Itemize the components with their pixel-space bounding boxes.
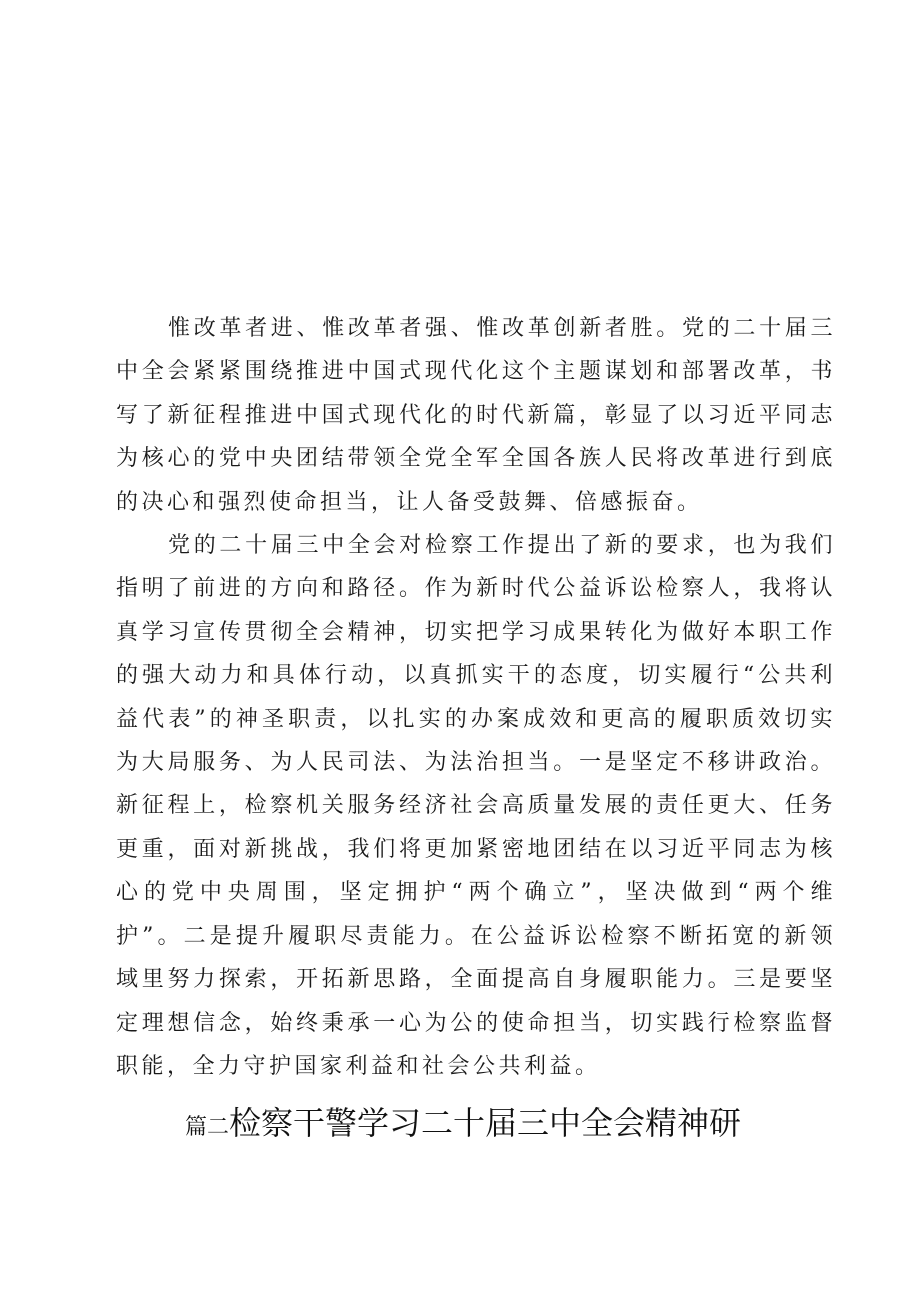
paragraph-1: 惟改革者进、惟改革者强、惟改革创新者胜。党的二十届三中全会紧紧围绕推进中国式现代化这个主题谋划和部署改革，书写了新征程推进中国式现代化的时代新篇，彰显了以习近平同志为核心的党中央团结带领全党全军全国各族人民将改革进行到底的决心和强烈使命担当，让人备受鼓舞、倍感振奋。 [116, 316, 836, 515]
paragraph-2: 党的二十届三中全会对检察工作提出了新的要求，也为我们指明了前进的方向和路径。作为新时代公益诉讼检察人，我将认真学习宣传贯彻全会精神，切实把学习成果转化为做好本职工作的强大动力和具体行动，以真抓实干的态度，切实履行“公共利益代表”的神圣职责，以扎实的办案成效和更高的履职质效切实为大局服务、为人民司法、为法治担当。一是坚定不移讲政治。新征程上，检察机关服务经济社会高质量发展的责任更大、任务更重，面对新挑战，我们将更加紧密地团结在以习近平同志为核心的党中央周围，坚定拥护“两个确立”，坚决做到“两个维护”。二是提升履职尽责能力。在公益诉讼检察不断拓宽的新领域里努力探索，开拓新思路，全面提高自身履职能力。三是要坚定理想信念，始终秉承一心为公的使命担当，切实践行检察监督职能，全力守护国家利益和社会公共利益。 [116, 533, 836, 1079]
document-body [116, 307, 836, 1088]
section-heading [185, 1098, 825, 1153]
section-heading-title: 检察干警学习二十届三中全会精神研 [229, 1104, 742, 1142]
section-heading-prefix: 篇二 [185, 1115, 230, 1140]
